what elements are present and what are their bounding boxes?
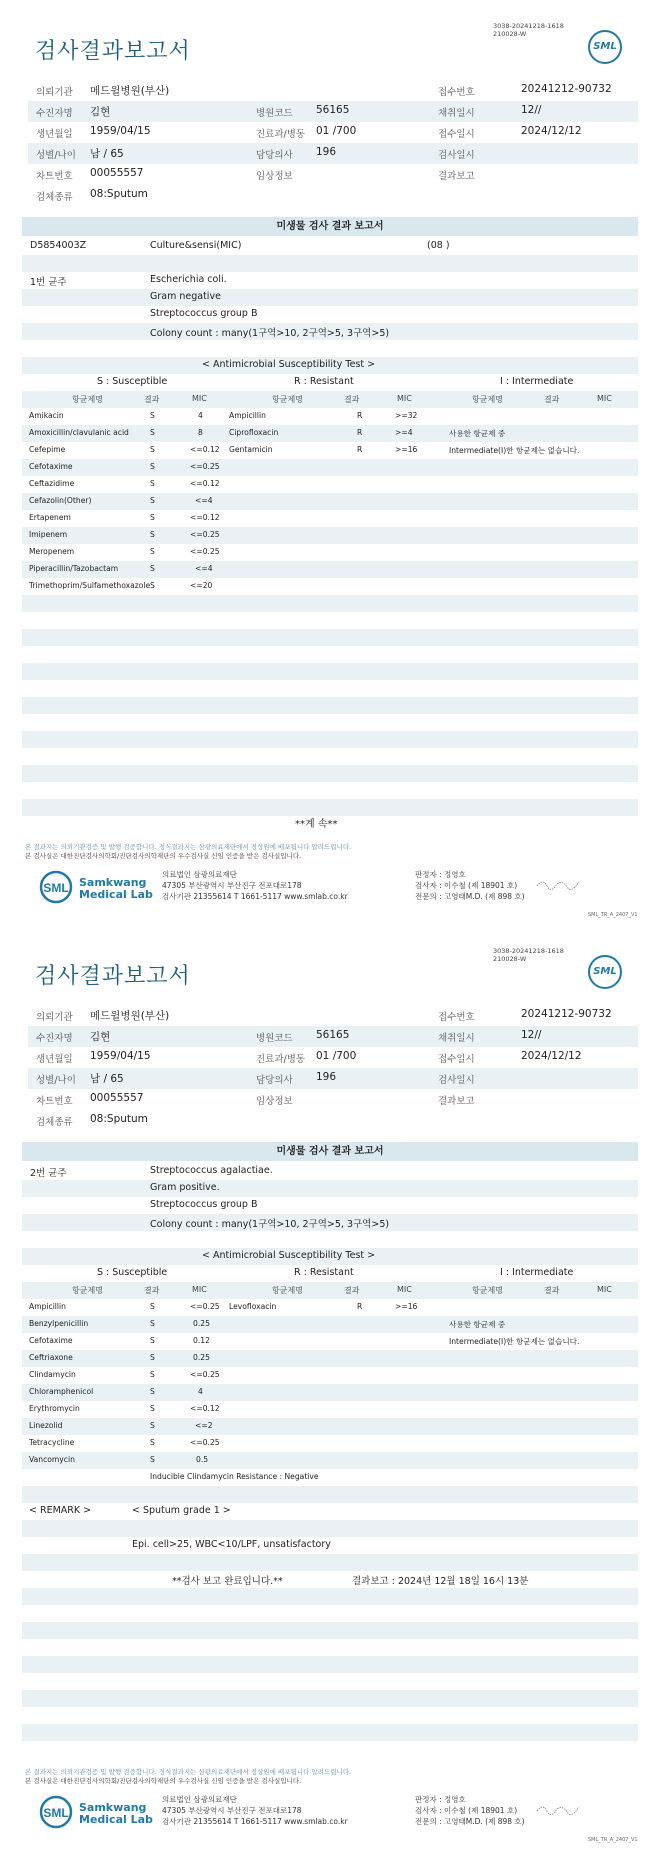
drug-name: Ceftazidime — [29, 479, 75, 488]
drug-name: Levofloxacin — [229, 1302, 277, 1311]
ast-row — [22, 1350, 638, 1367]
col-drug: 항균제명 — [472, 395, 503, 404]
footer-notice: 본 검사실은 대한진단검사의학회/진단검사의학재단의 우수검사실 신임 인증을 받은 검사실입니다. — [25, 852, 302, 860]
ast-row — [22, 408, 638, 425]
band-blank — [22, 1588, 638, 1605]
collect-date-value: 12// — [521, 104, 542, 116]
dob-value: 1959/04/15 — [90, 125, 151, 137]
field-label: 담당의사 — [256, 1075, 293, 1086]
field-label: 채취일시 — [438, 108, 475, 119]
ast-row — [22, 1435, 638, 1452]
completion-text: **검사 보고 완료입니다.** — [172, 1576, 283, 1587]
legend-susceptible: S : Susceptible — [97, 1267, 168, 1278]
ast-row — [22, 1418, 638, 1435]
drug-mic: >=32 — [395, 411, 418, 420]
drug-mic: 0.25 — [193, 1353, 210, 1362]
field-label: 진료과/병동 — [256, 1054, 306, 1065]
isolate-line — [22, 1214, 638, 1231]
ast-row — [22, 578, 638, 595]
field-label: 병원코드 — [256, 1033, 293, 1044]
col-drug: 항균제명 — [72, 395, 103, 404]
legend-row — [22, 1265, 638, 1282]
legend-susceptible: S : Susceptible — [97, 376, 168, 387]
drug-mic: <=20 — [190, 581, 213, 590]
version-code: SML_TR_A_2407_V1 — [588, 912, 638, 918]
field-label: 결과보고 — [438, 1096, 475, 1107]
patient-name-value: 김현 — [90, 106, 111, 118]
drug-name: Amoxicillin/clavulanic acid — [29, 428, 129, 437]
signature-icon — [535, 876, 585, 892]
signer-line: 검사자 : 이수철 (제 18901 호) — [415, 1806, 518, 1815]
report-page-2 — [0, 925, 655, 1850]
drug-result: S — [150, 445, 155, 454]
drug-mic: <=2 — [195, 1421, 213, 1430]
field-label: 검사일시 — [438, 150, 475, 161]
ast-row — [22, 510, 638, 527]
field-label: 의뢰기관 — [36, 87, 73, 98]
signers — [415, 1794, 525, 1827]
drug-name: Cefazolin(Other) — [29, 496, 92, 505]
test-name: Culture&sensi(MIC) — [150, 240, 242, 251]
drug-name: Ciprofloxacin — [229, 428, 279, 437]
isolate-line — [22, 289, 638, 306]
group-line: Streptococcus group B — [150, 308, 258, 319]
drug-mic: <=0.25 — [190, 530, 220, 539]
svg-text:SML: SML — [43, 881, 69, 895]
field-label: 차트번호 — [36, 171, 73, 182]
legend-resistant: R : Resistant — [294, 376, 354, 387]
drug-mic: >=4 — [395, 428, 413, 437]
field-label: 생년월일 — [36, 1054, 73, 1065]
drug-result: S — [150, 496, 155, 505]
col-result: 결과 — [144, 1286, 160, 1295]
header-row — [28, 122, 638, 143]
specimen-value: 08:Sputum — [90, 1113, 148, 1125]
band-blank — [22, 799, 638, 816]
field-label: 검체종류 — [36, 192, 73, 203]
field-label: 수진자명 — [36, 1033, 73, 1044]
drug-name: Meropenem — [29, 547, 75, 556]
doc-no-line: 210028-W — [493, 30, 527, 38]
dob-value: 1959/04/15 — [90, 1050, 151, 1062]
org-info — [162, 1794, 348, 1827]
brand-line: Medical Lab — [79, 1813, 153, 1826]
sex-age-value: 남 / 65 — [90, 148, 124, 160]
col-drug: 항균제명 — [272, 1286, 303, 1295]
ast-row — [22, 527, 638, 544]
column-header-row — [22, 391, 638, 408]
drug-name: Cefotaxime — [29, 462, 73, 471]
band-blank — [22, 1656, 638, 1673]
drug-mic: <=0.12 — [190, 445, 220, 454]
continued-text: **계 속** — [295, 819, 338, 830]
legend-intermediate: I : Intermediate — [500, 376, 574, 387]
field-label: 병원코드 — [256, 108, 293, 119]
remark-label: < REMARK > — [29, 1505, 92, 1516]
header-row — [28, 1089, 638, 1110]
drug-result: S — [150, 547, 155, 556]
footer-notice: 본 결과지는 의뢰기관검증 및 발행 검증합니다. 정식결과지는 삼광의료재단에서 정상원에 배포됩니다 알려드립니다. — [25, 843, 352, 851]
colony-count: Colony count : many(1구역>10, 2구역>5, 3구역>5) — [150, 328, 390, 339]
header-row — [28, 1047, 638, 1068]
band-blank — [22, 697, 638, 714]
col-drug: 항균제명 — [272, 395, 303, 404]
header-row — [28, 1026, 638, 1047]
ast-row — [22, 1299, 638, 1316]
drug-name: Piperacillin/Tazobactam — [29, 564, 119, 573]
report-time: 결과보고 : 2024년 12월 18일 16시 13분 — [352, 1576, 529, 1587]
band-blank — [22, 1554, 638, 1571]
drug-result: R — [357, 411, 363, 420]
band-blank — [22, 1622, 638, 1639]
ast-row — [22, 1452, 638, 1469]
organism-name: Escherichia coli. — [150, 274, 227, 285]
completion-row — [22, 1571, 638, 1588]
brand-line: Samkwang — [79, 876, 147, 889]
colony-count: Colony count : many(1구역>10, 2구역>5, 3구역>5) — [150, 1219, 390, 1230]
drug-result: S — [150, 1302, 155, 1311]
org-line: 의료법인 삼광의료재단 — [162, 870, 237, 879]
chart-number-value: 00055557 — [90, 167, 144, 179]
drug-mic: <=0.12 — [190, 1404, 220, 1413]
isolate-line — [22, 1197, 638, 1214]
drug-mic: <=0.25 — [190, 1302, 220, 1311]
doc-no-line: 3038-20241218-1618 — [493, 947, 564, 955]
drug-name: Tetracycline — [29, 1438, 75, 1447]
column-header-row — [22, 1282, 638, 1299]
field-label: 접수일시 — [438, 1054, 475, 1065]
band-blank — [22, 1486, 638, 1503]
drug-result: S — [150, 1387, 155, 1396]
ast-row — [22, 476, 638, 493]
signer-line: 전문의 : 고영태M.D. (제 898 호) — [415, 892, 525, 901]
col-result: 결과 — [344, 395, 360, 404]
drug-mic: <=4 — [195, 564, 213, 573]
drug-mic: <=0.25 — [190, 1370, 220, 1379]
brand-name — [79, 877, 153, 901]
brand-line: Samkwang — [79, 1801, 147, 1814]
signature-icon — [535, 1801, 585, 1817]
drug-mic: >=16 — [395, 1302, 418, 1311]
document-number — [493, 22, 564, 38]
legend-resistant: R : Resistant — [294, 1267, 354, 1278]
note-line: Intermediate(I)한 항균제는 없습니다. — [449, 1337, 580, 1346]
drug-mic: >=16 — [395, 445, 418, 454]
receipt-number-value: 20241212-90732 — [521, 83, 612, 95]
col-mic: MIC — [597, 1285, 612, 1294]
col-mic: MIC — [192, 394, 207, 403]
sml-logo-icon — [35, 870, 77, 904]
field-label: 접수번호 — [438, 87, 475, 98]
header-row — [28, 143, 638, 164]
signer-line: 판정자 : 정영호 — [415, 1795, 466, 1804]
field-label: 차트번호 — [36, 1096, 73, 1107]
ast-row — [22, 1384, 638, 1401]
ast-row — [22, 1367, 638, 1384]
band-blank — [22, 1724, 638, 1741]
section-title: 미생물 검사 결과 보고서 — [22, 217, 638, 236]
ast-row — [22, 493, 638, 510]
note-line: 사용한 항균제 중 — [449, 429, 506, 438]
brand-line: Medical Lab — [79, 888, 153, 901]
col-result: 결과 — [144, 395, 160, 404]
drug-mic: <=4 — [195, 496, 213, 505]
drug-result: S — [150, 479, 155, 488]
org-line: 검사기관 21355614 T 1661-5117 www.smlab.co.kr — [162, 892, 348, 901]
band-blank — [22, 629, 638, 646]
organism-name: Streptococcus agalactiae. — [150, 1165, 273, 1176]
institution-value: 메드윌병원(부산) — [90, 1010, 170, 1022]
receipt-date-value: 2024/12/12 — [521, 1050, 582, 1062]
chart-number-value: 00055557 — [90, 1092, 144, 1104]
drug-name: Ertapenem — [29, 513, 71, 522]
drug-name: Chloramphenicol — [29, 1387, 94, 1396]
note-line: Intermediate(I)한 항균제는 없습니다. — [449, 446, 580, 455]
field-label: 진료과/병동 — [256, 129, 306, 140]
receipt-date-value: 2024/12/12 — [521, 125, 582, 137]
isolate-label: 2번 균주 — [30, 1168, 67, 1179]
hospital-code-value: 56165 — [316, 104, 350, 116]
drug-result: R — [357, 1302, 363, 1311]
field-label: 검체종류 — [36, 1117, 73, 1128]
drug-name: Cefepime — [29, 445, 66, 454]
ast-row — [22, 561, 638, 578]
drug-mic: 4 — [198, 1387, 203, 1396]
isolate-label: 1번 균주 — [30, 277, 67, 288]
org-line: 검사기관 21355614 T 1661-5117 www.smlab.co.kr — [162, 1817, 348, 1826]
group-line: Streptococcus group B — [150, 1199, 258, 1210]
drug-result: S — [150, 581, 155, 590]
field-label: 임상정보 — [256, 171, 293, 182]
band-blank — [22, 1690, 638, 1707]
doc-no-line: 210028-W — [493, 955, 527, 963]
isolate-line — [22, 323, 638, 340]
signer-line: 전문의 : 고영태M.D. (제 898 호) — [415, 1817, 525, 1826]
col-drug: 항균제명 — [472, 1286, 503, 1295]
field-label: 채취일시 — [438, 1033, 475, 1044]
remark-detail-row — [22, 1537, 638, 1554]
drug-name: Trimethoprim/Sulfamethoxazole — [29, 581, 151, 590]
col-result: 결과 — [544, 1286, 560, 1295]
isolate-line — [22, 272, 638, 289]
sml-logo-icon: SML — [588, 955, 622, 989]
header-row — [28, 80, 638, 101]
band-blank — [22, 765, 638, 782]
patient-name-value: 김현 — [90, 1031, 111, 1043]
drug-mic: 0.12 — [193, 1336, 210, 1345]
drug-name: Amikacin — [29, 411, 64, 420]
collect-date-value: 12// — [521, 1029, 542, 1041]
legend-row — [22, 374, 638, 391]
drug-result: S — [150, 1319, 155, 1328]
field-label: 성별/나이 — [36, 1075, 76, 1086]
signers — [415, 869, 525, 902]
note-line: 사용한 항균제 중 — [449, 1320, 506, 1329]
ast-title: < Antimicrobial Susceptibility Test > — [202, 1250, 376, 1261]
drug-mic: <=0.25 — [190, 462, 220, 471]
drug-name: Ampicillin — [29, 1302, 66, 1311]
inducible-clindamycin: Inducible Clindamycin Resistance : Negative — [150, 1472, 319, 1481]
band-blank — [22, 1520, 638, 1537]
org-info — [162, 869, 348, 902]
receipt-number-value: 20241212-90732 — [521, 1008, 612, 1020]
col-result: 결과 — [344, 1286, 360, 1295]
drug-mic: 8 — [198, 428, 203, 437]
hospital-code-value: 56165 — [316, 1029, 350, 1041]
field-label: 담당의사 — [256, 150, 293, 161]
signer-line: 검사자 : 이수철 (제 18901 호) — [415, 881, 518, 890]
col-result: 결과 — [544, 395, 560, 404]
drug-result: S — [150, 411, 155, 420]
legend-intermediate: I : Intermediate — [500, 1267, 574, 1278]
drug-result: R — [357, 428, 363, 437]
drug-result: S — [150, 564, 155, 573]
band-blank — [22, 595, 638, 612]
org-line: 의료법인 삼광의료재단 — [162, 1795, 237, 1804]
ast-title-row — [22, 1248, 638, 1265]
drug-result: S — [150, 1404, 155, 1413]
header-row — [28, 1110, 638, 1131]
field-label: 접수번호 — [438, 1012, 475, 1023]
report-title: 검사결과보고서 — [35, 964, 191, 989]
isolate-line — [22, 1163, 638, 1180]
header-row — [28, 185, 638, 206]
col-drug: 항균제명 — [72, 1286, 103, 1295]
drug-result: S — [150, 1438, 155, 1447]
drug-name: Imipenem — [29, 530, 68, 539]
drug-result: S — [150, 513, 155, 522]
drug-mic: 4 — [198, 411, 203, 420]
drug-mic: <=0.25 — [190, 547, 220, 556]
remark-grade: < Sputum grade 1 > — [132, 1505, 231, 1516]
remark-detail: Epi. cell>25, WBC<10/LPF, unsatisfactory — [132, 1539, 331, 1550]
drug-name: Vancomycin — [29, 1455, 75, 1464]
band-blank — [22, 1231, 638, 1248]
field-label: 수진자명 — [36, 108, 73, 119]
field-label: 접수일시 — [438, 129, 475, 140]
org-line: 47305 부산광역시 부산진구 전포대로178 — [162, 881, 302, 890]
header-row — [28, 1068, 638, 1089]
sml-logo-icon: SML — [588, 30, 622, 64]
band-blank — [22, 255, 638, 272]
drug-result: S — [150, 1370, 155, 1379]
drug-name: Clindamycin — [29, 1370, 76, 1379]
drug-name: Linezolid — [29, 1421, 63, 1430]
field-label: 검사일시 — [438, 1075, 475, 1086]
drug-mic: 0.5 — [196, 1455, 209, 1464]
drug-name: Cefotaxime — [29, 1336, 73, 1345]
sex-age-value: 남 / 65 — [90, 1073, 124, 1085]
dept-value: 01 /700 — [316, 125, 357, 137]
drug-mic: <=0.12 — [190, 479, 220, 488]
section-title: 미생물 검사 결과 보고서 — [22, 1142, 638, 1161]
header-row — [28, 1005, 638, 1026]
field-label: 임상정보 — [256, 1096, 293, 1107]
document-number — [493, 947, 564, 963]
ast-row — [22, 425, 638, 442]
drug-result: S — [150, 1421, 155, 1430]
footer-notice: 본 검사실은 대한진단검사의학회/진단검사의학재단의 우수검사실 신임 인증을 받은 검사실입니다. — [25, 1777, 302, 1785]
drug-name: Erythromycin — [29, 1404, 80, 1413]
col-mic: MIC — [397, 1285, 412, 1294]
band-blank — [22, 731, 638, 748]
specimen-value: 08:Sputum — [90, 188, 148, 200]
report-title: 검사결과보고서 — [35, 39, 191, 64]
institution-value: 메드윌병원(부산) — [90, 85, 170, 97]
doctor-value: 196 — [316, 146, 337, 158]
drug-result: S — [150, 462, 155, 471]
ast-row — [22, 544, 638, 561]
org-line: 47305 부산광역시 부산진구 전포대로178 — [162, 1806, 302, 1815]
drug-result: R — [357, 445, 363, 454]
drug-mic: <=0.12 — [190, 513, 220, 522]
ast-row — [22, 1316, 638, 1333]
drug-name: Benzylpenicillin — [29, 1319, 89, 1328]
drug-result: S — [150, 428, 155, 437]
drug-name: Gentamicin — [229, 445, 273, 454]
svg-text:SML: SML — [43, 1806, 69, 1820]
field-label: 생년월일 — [36, 129, 73, 140]
col-mic: MIC — [192, 1285, 207, 1294]
brand-name — [79, 1802, 153, 1826]
doc-no-line: 3038-20241218-1618 — [493, 22, 564, 30]
inducible-row — [22, 1469, 638, 1486]
header-row — [28, 101, 638, 122]
isolate-line — [22, 1180, 638, 1197]
field-label: 결과보고 — [438, 171, 475, 182]
drug-result: S — [150, 1353, 155, 1362]
header-row — [28, 164, 638, 185]
drug-result: S — [150, 1336, 155, 1345]
sml-logo-icon — [35, 1795, 77, 1829]
ast-title-row — [22, 357, 638, 374]
ast-row — [22, 1333, 638, 1350]
dept-value: 01 /700 — [316, 1050, 357, 1062]
isolate-line — [22, 306, 638, 323]
doctor-value: 196 — [316, 1071, 337, 1083]
ast-title: < Antimicrobial Susceptibility Test > — [202, 359, 376, 370]
drug-mic: <=0.25 — [190, 1438, 220, 1447]
ast-row — [22, 459, 638, 476]
remark-row — [22, 1503, 638, 1520]
drug-mic: 0.25 — [193, 1319, 210, 1328]
col-mic: MIC — [397, 394, 412, 403]
test-num: (08 ) — [427, 240, 450, 251]
field-label: 성별/나이 — [36, 150, 76, 161]
gram-stain: Gram positive. — [150, 1182, 220, 1193]
drug-name: Ampicillin — [229, 411, 266, 420]
drug-result: S — [150, 530, 155, 539]
test-line — [22, 238, 638, 255]
col-mic: MIC — [597, 394, 612, 403]
test-code: D5854003Z — [30, 240, 87, 251]
ast-row — [22, 1401, 638, 1418]
drug-name: Ceftriaxone — [29, 1353, 73, 1362]
band-blank — [22, 663, 638, 680]
version-code: SML_TR_A_2407_V1 — [588, 1837, 638, 1843]
footer-notice: 본 결과지는 의뢰기관검증 및 발행 검증합니다. 정식결과지는 삼광의료재단에서 정상원에 배포됩니다 알려드립니다. — [25, 1768, 352, 1776]
gram-stain: Gram negative — [150, 291, 221, 302]
band-blank — [22, 340, 638, 357]
signer-line: 판정자 : 정영호 — [415, 870, 466, 879]
field-label: 의뢰기관 — [36, 1012, 73, 1023]
ast-row — [22, 442, 638, 459]
drug-result: S — [150, 1455, 155, 1464]
